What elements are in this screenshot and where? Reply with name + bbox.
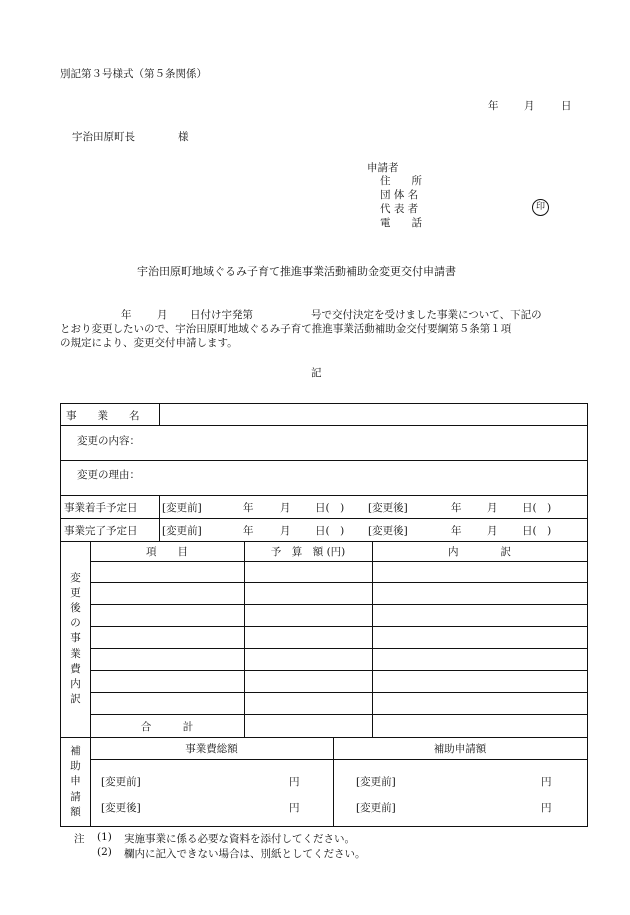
end-before-month: 月 (280, 525, 291, 537)
col-budget-header: 予 算 額 (円) (270, 546, 346, 558)
form-label: 別記第３号様式（第５条関係） (60, 68, 207, 80)
cost-after-yen: 円 (289, 802, 300, 814)
col-detail-header: 内 訳 (448, 546, 511, 558)
breakdown-side-label: 変 更 後 の 事 業 費 内 訳 (70, 571, 81, 706)
applicant-heading: 申請者 (367, 162, 399, 174)
subsidy-after-label: [変更前] (356, 802, 396, 814)
body-month: 月 (157, 309, 168, 321)
cost-before-label: [変更前] (101, 776, 141, 788)
body-line2: とおり変更したいので、宇治田原町地域ぐるみ子育て推進事業活動補助金交付要綱第５条第１項 (60, 323, 512, 335)
note-1-text: 実施事業に係る必要な資料を添付してください。 (124, 833, 355, 845)
cost-before-yen: 円 (289, 776, 300, 788)
note-2-text: 欄内に記入できない場合は、別紙としてください。 (124, 848, 366, 860)
total-label: 合 計 (140, 721, 194, 733)
cost-after-label: [変更後] (101, 802, 141, 814)
total-cost-header: 事業費総額 (185, 743, 238, 755)
applicant-phone-label: 電 話 (380, 217, 422, 229)
start-after-tag: [変更後] (368, 502, 408, 514)
body-line1-rest: 号で交付決定を受けました事業について、下記の (311, 309, 542, 321)
subsidy-after-yen: 円 (541, 802, 552, 814)
subsidy-request-header: 補助申請額 (433, 743, 487, 755)
end-before-tag: [変更前] (162, 525, 202, 537)
body-day-ref: 日付け宇発第 (190, 309, 253, 321)
date-year: 年 (488, 100, 499, 112)
start-before-month: 月 (280, 502, 291, 514)
start-date-label: 事業着手予定日 (64, 502, 138, 514)
body-year: 年 (121, 309, 132, 321)
start-before-tag: [変更前] (162, 502, 202, 514)
end-before-day: 日( ) (315, 525, 345, 537)
change-content-label: 変更の内容： (77, 435, 140, 447)
end-after-tag: [変更後] (368, 525, 408, 537)
ki-label: 記 (311, 367, 322, 379)
subsidy-before-yen: 円 (541, 776, 552, 788)
document-title: 宇治田原町地域ぐるみ子育て推進事業活動補助金変更交付申請書 (137, 265, 456, 278)
col-item-header: 項 目 (146, 546, 188, 558)
start-before-day: 日( ) (315, 502, 345, 514)
end-before-year: 年 (243, 525, 254, 537)
project-name-label: 事 業 名 (66, 410, 140, 422)
date-month: 月 (524, 100, 535, 112)
start-before-year: 年 (243, 502, 254, 514)
subsidy-side-label: 補 助 申 請 額 (70, 744, 81, 818)
body-line3: の規定により、変更交付申請します。 (60, 337, 238, 349)
start-after-day: 日( ) (522, 502, 552, 514)
applicant-group-label: 団 体 名 (380, 189, 419, 201)
change-reason-label: 変更の理由： (77, 469, 140, 481)
applicant-address-label: 住 所 (380, 175, 422, 187)
addressee-honorific: 様 (178, 131, 189, 143)
applicant-rep-label: 代 表 者 (380, 203, 419, 215)
note-1-number: (1) (97, 831, 112, 843)
subsidy-before-label: [変更前] (356, 776, 396, 788)
date-day: 日 (561, 100, 572, 112)
end-date-label: 事業完了予定日 (64, 525, 138, 537)
seal-mark: 印 (532, 199, 549, 216)
end-after-day: 日( ) (522, 525, 552, 537)
start-after-year: 年 (451, 502, 462, 514)
end-after-month: 月 (487, 525, 498, 537)
note-2-number: (2) (97, 846, 112, 858)
addressee-name: 宇治田原町長 (72, 131, 135, 143)
notes-prefix: 注 (74, 833, 85, 845)
start-after-month: 月 (487, 502, 498, 514)
end-after-year: 年 (451, 525, 462, 537)
